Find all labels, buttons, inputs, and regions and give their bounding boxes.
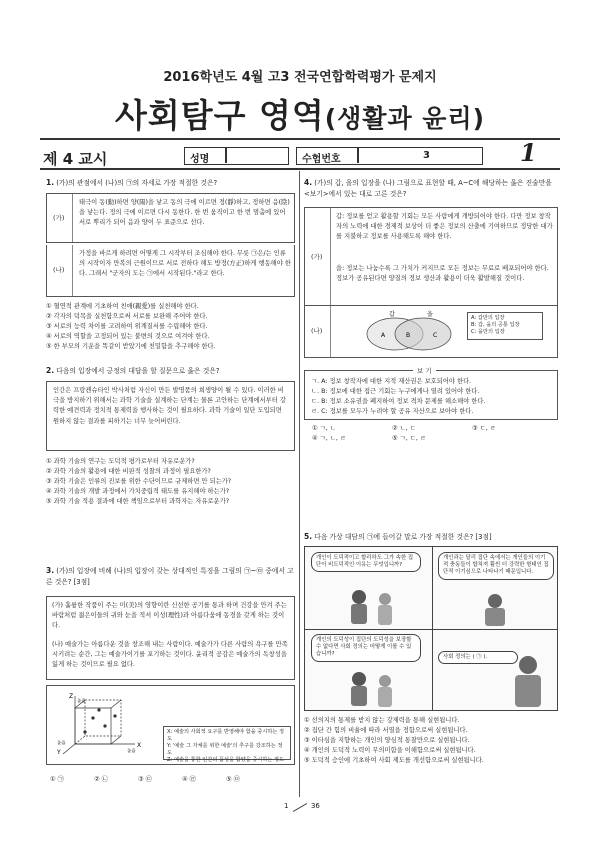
q5-bubble-4: 사회 정의는 ( ㉠ ). (438, 651, 518, 664)
q3-legend-item: X: 예술의 사회적 요구를 반영해야 함을 중시하는 정도 (167, 729, 285, 742)
header-rule-top (40, 138, 560, 140)
header-rule-bottom (40, 168, 560, 170)
cartoon-h-divider (305, 629, 557, 630)
q1-na-label: (나) (53, 266, 65, 274)
q4-title-text: (가)의 갑, 을의 입장을 (나) 그림으로 표현할 때, A~C에 해당하는 옳은 진술만을 <보기>에서 있는 대로 고른 것은? (304, 179, 552, 198)
q1-option[interactable]: ④ 서로의 역할을 고정되어 있는 불변의 것으로 여겨야 한다. (46, 333, 210, 340)
q4-number: 4. (304, 178, 313, 187)
q3-legend-item: Z: 예술을 통한 인간의 품성을 함양을 중시하는 정도 (167, 757, 285, 763)
q5-option[interactable]: ① 선의지의 통제를 받지 않는 강제력을 통해 실현됩니다. (304, 717, 460, 724)
q3-axis-x-high: 높음 (127, 749, 136, 754)
q2-options (46, 457, 298, 507)
speaker-figure-2 (501, 651, 555, 709)
q3-option[interactable]: ③ ㉢ (138, 776, 152, 783)
q4-options (312, 424, 552, 444)
q1-option[interactable]: ① 혈연적 관계에 기초하여 친애(親愛)를 실천해야 한다. (46, 303, 199, 310)
q3-title (46, 566, 296, 587)
id-label: 수험번호 (302, 154, 341, 165)
q4-ga-label-cell (305, 208, 331, 305)
q4-title (304, 178, 558, 199)
q3-axis-y-high: 높음 (57, 741, 66, 746)
q4-na-label-cell (305, 306, 331, 357)
q5-title (304, 532, 558, 543)
footer-total: 36 (310, 802, 320, 810)
q3-option[interactable]: ② ㉡ (94, 776, 108, 783)
id-value: 3 (423, 150, 430, 161)
q5-option[interactable]: ③ 이타심을 지향하는 개인의 양심적 통찰만으로 실현됩니다. (304, 737, 470, 744)
q2-title-text: 다음의 입장에서 긍정의 대답을 할 질문으로 옳은 것은? (56, 367, 220, 375)
q2-passage (46, 381, 295, 451)
q1-title-text: (가)의 관점에서 (나)의 ㉠의 자세로 가장 적절한 것은? (56, 179, 218, 187)
period-label: 제 4 교시 (43, 150, 108, 168)
q4-bogi-box (304, 367, 558, 420)
q1-passage-na (46, 245, 295, 297)
q4-bogi-item: ㄷ. B: 정보 소유권을 폐지하여 정보 격차 문제를 해소해야 한다. (311, 398, 486, 405)
q2-option[interactable]: ⑤ 과학 기술 적용 결과에 대한 책임으로부터 과학자는 자유로운가? (46, 498, 230, 505)
q3-passage (46, 596, 295, 680)
id-box (296, 147, 483, 165)
q4-na-label: (나) (311, 327, 323, 335)
q3-title-text: (가)의 입장에 비해 (나)의 입장이 갖는 상대적인 특징을 그림의 ㉠~㉤ 중에서 고른 것은? [3점] (46, 567, 294, 586)
page-number: 1 (520, 138, 537, 167)
name-box (184, 147, 289, 165)
q3-options (50, 775, 295, 785)
q4-venn-diagram (357, 310, 467, 354)
venn-c: C (433, 332, 438, 339)
q2-option[interactable]: ④ 과학 기술의 개발 과정에서 가치중립적 태도를 유지해야 하는가? (46, 488, 230, 495)
q5-bubble-1: 개인이 도덕적이고 합리하도 그가 속한 집단이 비도덕적인 이유는 무엇입니까? (311, 552, 421, 572)
q3-legend (163, 726, 291, 763)
q4-bogi-item: ㄱ. A: 정보 창작자에 대한 지적 재산권은 보호되어야 한다. (311, 378, 472, 385)
q2-option[interactable]: ② 과학 기술의 활용에 대한 비판적 성찰의 과정이 필요한가? (46, 468, 211, 475)
q4-bogi-item: ㄴ. B: 정보에 대한 접근 기회는 누구에게나 열려 있어야 한다. (311, 388, 480, 395)
q4-option[interactable]: ② ㄴ, ㄷ (392, 425, 416, 432)
q4-option[interactable]: ⑤ ㄱ, ㄷ, ㄹ (392, 435, 426, 442)
q3-option[interactable]: ① ㉠ (50, 776, 64, 783)
q4-legend-item: A: 갑만의 입장 (471, 315, 505, 321)
q4-option[interactable]: ③ ㄷ, ㄹ (472, 425, 496, 432)
subject-main: 사회탐구 영역 (114, 96, 325, 135)
q2-option[interactable]: ① 과학 기술의 연구는 도덕적 평가로부터 자유로운가? (46, 458, 195, 465)
q4-option[interactable]: ① ㄱ, ㄴ (312, 425, 336, 432)
q4-ga-label: (가) (311, 253, 323, 261)
q4-venn-legend (467, 312, 543, 340)
q3-option[interactable]: ④ ㉣ (182, 776, 196, 783)
q1-ga-label: (가) (53, 214, 65, 222)
q3-ga-text: (가) 훌륭한 작품이 주는 미(美)의 영향이란 신선한 공기를 통과 하며 건강을 안겨 주는 바람처럼 젊은이들의 귀와 눈을 적셔 이성(理性)과 아름다움에 동경을 갖게 하는 것이다. (52, 602, 287, 630)
name-label: 성명 (190, 154, 210, 165)
q3-legend-item: Y: '예술 그 자체를 위한 예술'의 추구를 강조하는 정도 (167, 743, 283, 756)
q4-options-row-1 (312, 424, 552, 434)
q5-bubble-2: 개인과는 달리 집단 속에서는 개인들의 이기적 충동들이 합쳐져 훨씬 더 강력한 형태인 집단적 이기심으로 나타나기 때문입니다. (438, 552, 554, 580)
q5-bubble-3: 개인의 도덕성이 집단의 도덕성을 보장할 수 없다면 사회 정의는 어떻게 이룰 수 있습니까? (311, 634, 421, 662)
q3-axis-x: X (137, 742, 142, 749)
q5-cartoon (304, 546, 558, 711)
name-divider (225, 148, 227, 163)
q3-axis-z: Z (69, 693, 74, 700)
q1-na-text: 가정을 바르게 하려면 어떻게 그 시작부터 조심해야 한다. 무릇 ㉠은/는 인류의 시작이자 만복의 근원이므로 서로 전하다 해도 방정(方正)하게 행동해야 한다. 그래서 "군자의 도는 ㉠에서 시작된다."라고 한다. (79, 250, 291, 278)
q4-ga-text-1: 갑: 정보를 얻고 활용할 기회는 모든 사람에게 개방되어야 한다. 다만 정보 창작자의 노력에 대한 경제적 보상이 더 좋은 정보의 산출에 기여하므로 정당한 대가를 지불하고 정보를 사용해도록 해야 한다. (336, 213, 553, 241)
q3-na-text: (나) 예술가는 아름다운 것을 창조해 내는 사람이다. 예술가가 다른 사람의 욕구를 만족시키려는 순간, 그는 예술가이기를 포기하는 것이다. 윤리적 공감은 예술가의 독창성을 잃게 하는 것이므로 필요 없다. (52, 641, 288, 669)
q4-passage-ga (304, 207, 558, 306)
q1-number: 1. (46, 178, 55, 187)
q2-title (46, 366, 296, 377)
exam-title: 2016학년도 4월 고3 전국연합학력평가 문제지 (163, 70, 437, 85)
interviewer-figure-1 (341, 587, 401, 627)
q3-axis-z-high: 높음 (77, 699, 86, 704)
q5-options (304, 716, 558, 766)
q2-passage-text: 인간은 프랑켄슈타인 박사처럼 자신이 만든 발명품의 희생양이 될 수 있다. 이러한 비극을 방지하기 위해서는 과학 기술을 설계하는 단계는 물론 고안하는 단계에서부터 강력한 예견력과 정치적 통제력을 행사하는 것이 필요하다. 과학 기술이 일단 도입되면 원하지 않는 결과를 피하기는 너무 늦어버린다. (53, 387, 286, 425)
q4-options-row-2 (312, 434, 552, 444)
venn-a: A (381, 332, 386, 339)
column-divider (299, 171, 300, 797)
id-divider (357, 148, 359, 163)
q4-ga-text-2: 을: 정보는 나눔수록 그 가치가 커지므로 모든 정보는 무료로 배포되어야 한다. 정보가 공유된다면 양질의 정보 생산과 활용이 더욱 활발해질 것이다. (336, 265, 549, 283)
venn-left-label: 갑 (389, 311, 395, 318)
q1-ga-text: 태극이 동(動)하면 양(陽)을 낳고 동의 극에 이르면 정(靜)하고, 정하면 음(陰)을 낳는다. 정의 극에 이르면 다시 동한다. 한 번 움직이고 한 번 멈춤에 있어 서로 뿌리가 되어 음과 양이 두 표준으로 선다. (79, 199, 290, 227)
q1-passage-ga (46, 193, 295, 243)
q3-number: 3. (46, 566, 55, 575)
q4-passage-na (304, 306, 558, 358)
q4-option[interactable]: ④ ㄱ, ㄴ, ㄹ (312, 435, 346, 442)
subject-sub: (생활과 윤리) (324, 104, 486, 133)
q1-options (46, 302, 298, 352)
venn-b: B (406, 332, 411, 339)
q5-number: 5. (304, 532, 313, 541)
q4-bogi-item: ㄹ. C: 정보를 모두가 누려야 할 공유 자산으로 보아야 한다. (311, 408, 474, 415)
q3-cube-diagram (55, 692, 155, 760)
q2-number: 2. (46, 366, 55, 375)
q1-option[interactable]: ⑤ 한 부모의 기운을 똑같이 받았기에 친밀함을 추구해야 한다. (46, 343, 216, 350)
q5-option[interactable]: ④ 개인의 도덕적 노력이 무의미함을 이해함으로써 실현됩니다. (304, 747, 476, 754)
speaker-figure-1 (465, 591, 525, 627)
subject-title (0, 90, 600, 137)
footer-page: 1 (284, 802, 289, 810)
q4-legend-item: B: 갑, 을의 공통 입장 (471, 322, 520, 328)
q5-option[interactable]: ⑤ 도덕적 승인에 기초하여 사회 제도를 개선함으로써 실현됩니다. (304, 757, 484, 764)
q2-option[interactable]: ③ 과학 기술은 인류의 진보를 위한 수단이므로 규제하면 안 되는가? (46, 478, 232, 485)
q5-option[interactable]: ② 집단 간 힘의 비율에 따라 서열을 정함으로써 실현됩니다. (304, 727, 468, 734)
q1-option[interactable]: ② 각자의 덕목을 실천함으로써 서로를 보완해 주어야 한다. (46, 313, 208, 320)
q1-title (46, 178, 296, 189)
q4-legend-item: C: 을만의 입장 (471, 329, 505, 335)
q5-title-text: 다음 가상 대담의 ㉠에 들어갈 말로 가장 적절한 것은? [3점] (314, 533, 492, 541)
footer-slash (293, 803, 307, 812)
interviewer-figure-2 (341, 669, 401, 709)
q4-bogi-label: 보 기 (413, 366, 436, 375)
venn-right-label: 을 (427, 311, 433, 318)
q1-ga-label-cell (47, 194, 73, 242)
q4-bogi-list (311, 377, 555, 417)
page-footer (284, 802, 320, 810)
q3-figure-box (46, 685, 295, 765)
q3-option[interactable]: ⑤ ㉤ (226, 776, 240, 783)
q1-option[interactable]: ③ 서로의 능력 차이를 고려하여 위계질서를 수립해야 한다. (46, 323, 208, 330)
q1-na-label-cell (47, 245, 73, 296)
q3-axis-y: Y (57, 749, 61, 756)
